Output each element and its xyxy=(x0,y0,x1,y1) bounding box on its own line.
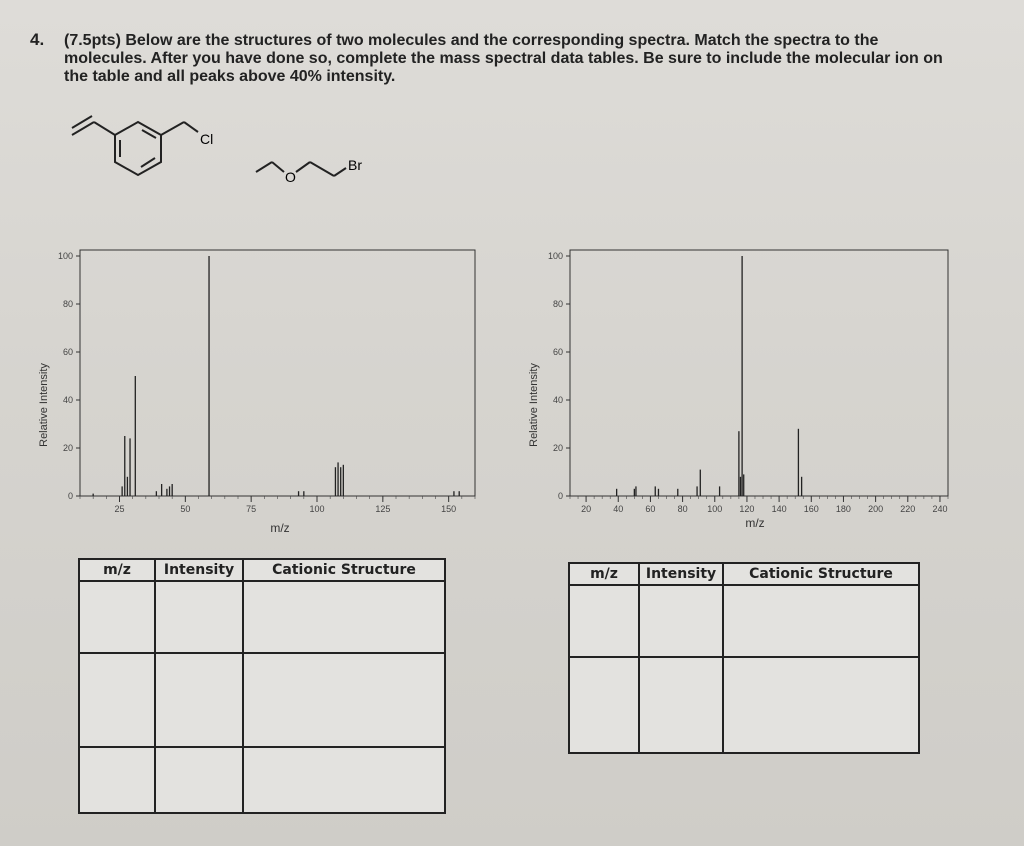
y-axis-label: Relative Intensity xyxy=(38,363,50,447)
y-axis-label: Relative Intensity xyxy=(528,363,540,447)
x-tick-label: 80 xyxy=(677,504,688,514)
x-tick-label: 50 xyxy=(180,504,191,514)
x-tick-label: 20 xyxy=(581,504,592,514)
molecule-2-structure xyxy=(250,150,400,190)
x-tick-label: 100 xyxy=(309,504,325,514)
structure-cell[interactable] xyxy=(243,653,445,747)
mz-cell[interactable] xyxy=(79,581,155,653)
mass-spectrum-1 xyxy=(25,240,485,540)
x-tick-label: 125 xyxy=(375,504,391,514)
table-header-row xyxy=(569,563,919,585)
x-tick-label: 60 xyxy=(645,504,656,514)
y-tick-label: 0 xyxy=(557,491,563,501)
table-row xyxy=(569,585,919,657)
x-tick-label: 100 xyxy=(707,504,723,514)
x-tick-label: 180 xyxy=(835,504,851,514)
mz-cell[interactable] xyxy=(79,653,155,747)
column-header-cationic-structure: Cationic Structure xyxy=(723,563,919,585)
structure-cell[interactable] xyxy=(243,581,445,653)
molecule-1-structure xyxy=(60,110,240,190)
y-tick-label: 100 xyxy=(547,251,563,261)
intensity-cell[interactable] xyxy=(155,747,243,813)
y-tick-label: 60 xyxy=(62,347,73,357)
y-tick-label: 40 xyxy=(62,395,73,405)
plot-frame xyxy=(80,250,475,496)
mz-cell[interactable] xyxy=(569,585,639,657)
y-tick-label: 80 xyxy=(552,299,563,309)
x-tick-label: 220 xyxy=(900,504,916,514)
table-header-row xyxy=(79,559,445,581)
table-row xyxy=(569,657,919,753)
column-header-cationic-structure: Cationic Structure xyxy=(243,559,445,581)
molecule-2-bromine-label: Br xyxy=(348,157,362,173)
question-number: 4. xyxy=(30,30,45,49)
x-tick-label: 140 xyxy=(771,504,787,514)
structure-cell[interactable] xyxy=(723,585,919,657)
y-tick-label: 40 xyxy=(552,395,563,405)
structure-cell[interactable] xyxy=(723,657,919,753)
plot-frame xyxy=(570,250,948,496)
x-tick-label: 150 xyxy=(441,504,457,514)
column-header-intensity: Intensity xyxy=(639,563,723,585)
y-tick-label: 60 xyxy=(552,347,563,357)
x-axis-label: m/z xyxy=(745,516,765,530)
x-tick-label: 200 xyxy=(868,504,884,514)
mass-spectrum-2 xyxy=(515,240,965,540)
structure-cell[interactable] xyxy=(243,747,445,813)
intensity-cell[interactable] xyxy=(639,657,723,753)
mz-cell[interactable] xyxy=(79,747,155,813)
y-tick-label: 80 xyxy=(62,299,73,309)
intensity-cell[interactable] xyxy=(155,653,243,747)
y-tick-label: 20 xyxy=(62,443,73,453)
y-tick-label: 20 xyxy=(552,443,563,453)
y-tick-label: 0 xyxy=(67,491,73,501)
x-tick-label: 40 xyxy=(613,504,624,514)
intensity-cell[interactable] xyxy=(639,585,723,657)
mz-cell[interactable] xyxy=(569,657,639,753)
y-tick-label: 100 xyxy=(57,251,73,261)
x-tick-label: 160 xyxy=(803,504,819,514)
question-text: (7.5pts) Below are the structures of two molecules and the corresponding spectra. Match the spectra to the molecules. After you have done so, complete the mass spectral data tables. Be sure to include the molecular ion on the table and all peaks above 40% intensity. xyxy=(64,32,943,85)
column-header-mz: m/z xyxy=(79,559,155,581)
column-header-mz: m/z xyxy=(569,563,639,585)
table-row xyxy=(79,653,445,747)
x-axis-label: m/z xyxy=(270,521,290,535)
x-tick-label: 240 xyxy=(932,504,948,514)
x-tick-label: 75 xyxy=(246,504,257,514)
x-tick-label: 120 xyxy=(739,504,755,514)
intensity-cell[interactable] xyxy=(155,581,243,653)
molecule-1-chlorine-label: Cl xyxy=(200,131,214,147)
column-header-intensity: Intensity xyxy=(155,559,243,581)
mass-data-table-1 xyxy=(78,558,446,814)
table-row xyxy=(79,581,445,653)
x-tick-label: 25 xyxy=(114,504,125,514)
molecule-2-oxygen-label: O xyxy=(285,169,296,185)
table-row xyxy=(79,747,445,813)
mass-data-table-2 xyxy=(568,562,920,754)
